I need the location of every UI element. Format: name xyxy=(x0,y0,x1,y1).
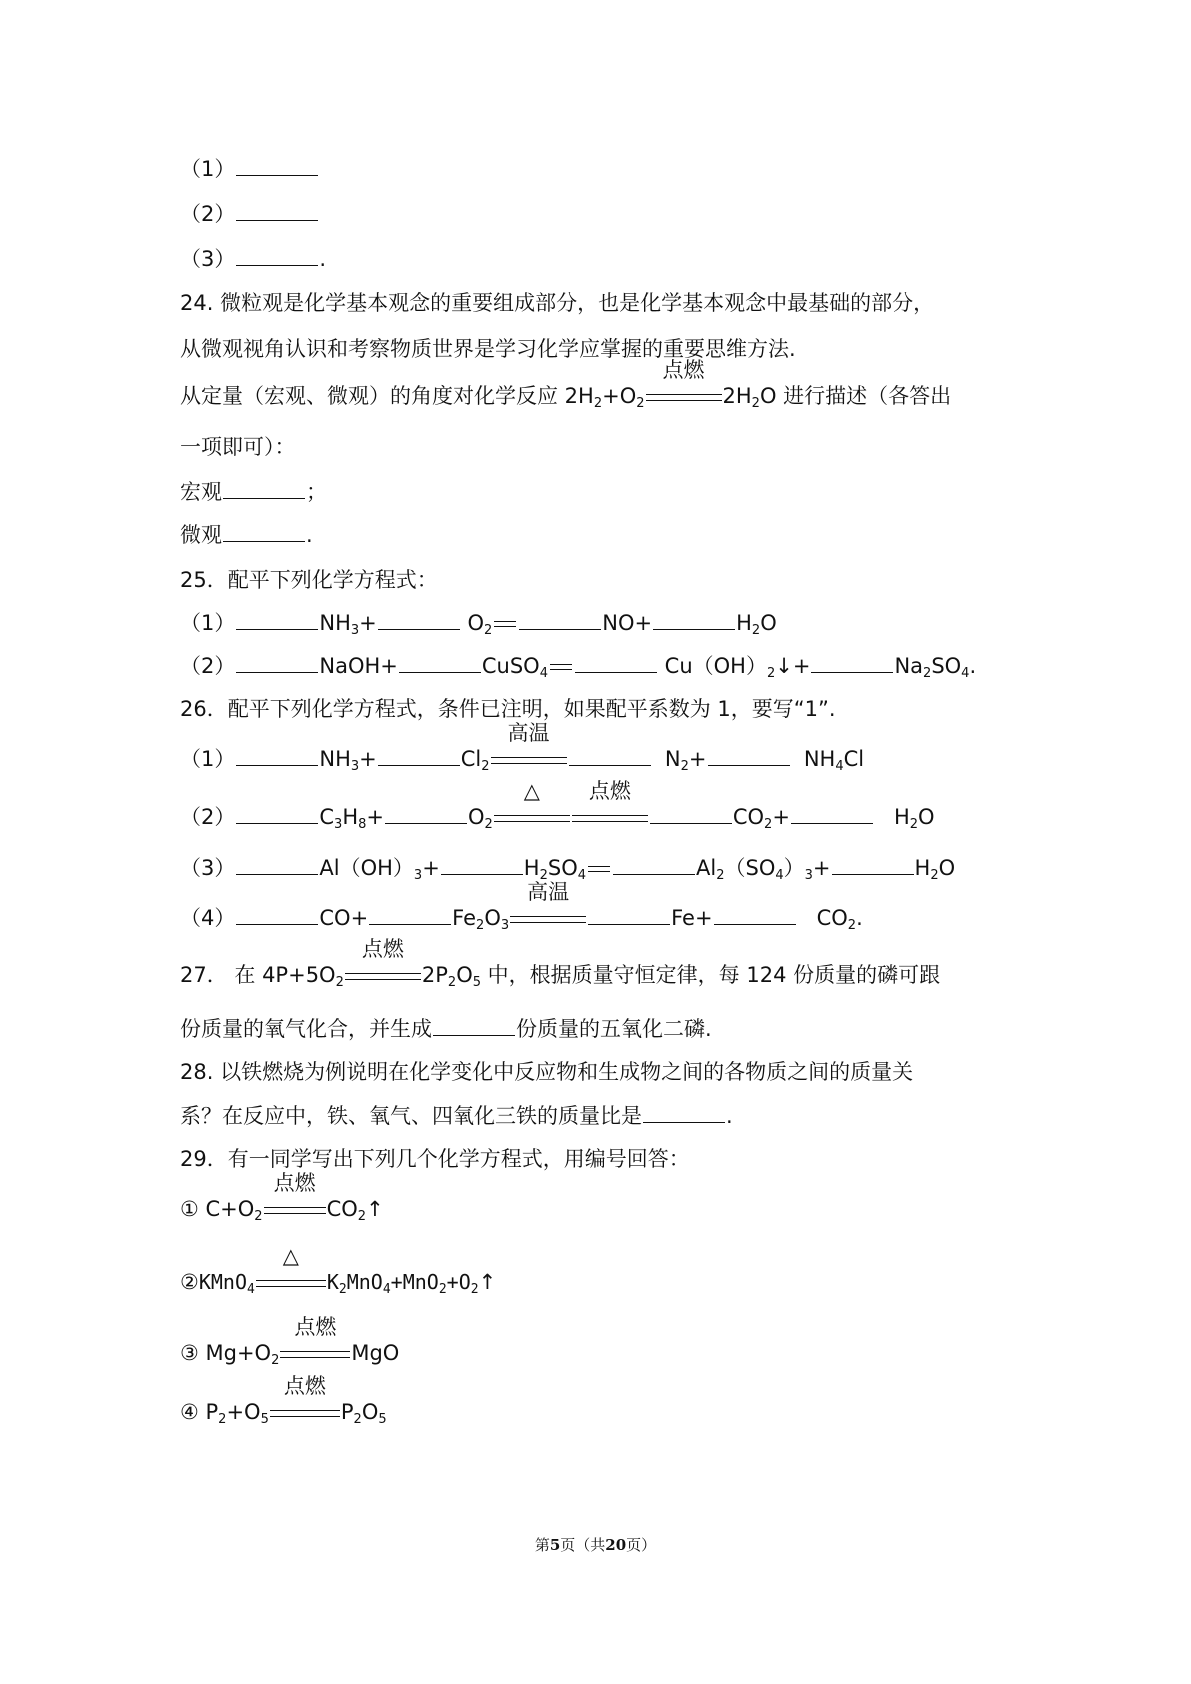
q26-eq-3: （3） $Al(OH)_3+ H_2SO_4$ $Al_2(SO_4)_3+ H_2O$ xyxy=(180,856,956,883)
answer-blank[interactable] xyxy=(613,854,695,875)
answer-blank[interactable] xyxy=(714,904,796,925)
answer-blank[interactable] xyxy=(236,155,318,176)
q23-answer-1: （1） xyxy=(180,154,319,184)
page-footer: 第5页（共20页） xyxy=(534,1536,657,1554)
answer-blank[interactable] xyxy=(236,904,318,925)
answer-blank[interactable] xyxy=(223,478,305,499)
condition-heat: △ xyxy=(494,802,570,832)
q26-eq-4: （4） $CO+ Fe_2O_3$ 高温 Fe+ $CO_2$. xyxy=(180,880,863,933)
condition-fire: 点燃 xyxy=(572,802,648,832)
answer-blank[interactable] xyxy=(236,854,318,875)
q25-eq-2: （2） NaOH+ CuSO$_4$ $Cu(OH)_2↓+ Na_2SO_4$. xyxy=(180,654,977,681)
answer-blank[interactable] xyxy=(575,652,657,673)
condition-fire: 点燃 xyxy=(264,1194,326,1224)
answer-blank[interactable] xyxy=(441,854,523,875)
answer-blank[interactable] xyxy=(708,745,790,766)
q24-line-1 xyxy=(180,288,934,318)
q26-eq-1: （1） $NH_3+ Cl_2$ 高温 $N_2+ NH_4Cl$ xyxy=(180,721,865,774)
q26-title: 26．配平下列化学方程式，条件已注明，如果配平系数为 1，要写“1”. xyxy=(180,697,836,721)
answer-blank[interactable] xyxy=(650,803,732,824)
answer-blank[interactable] xyxy=(791,803,873,824)
q25-title: 25．配平下列化学方程式： xyxy=(180,568,438,592)
answer-blank[interactable] xyxy=(369,904,451,925)
answer-blank[interactable] xyxy=(811,652,893,673)
q29-eq-2: ②KMnO$_4$ △ $K_2MnO_4+MnO_2+O_2↑$ xyxy=(180,1244,497,1297)
answer-blank[interactable] xyxy=(385,803,467,824)
answer-blank[interactable] xyxy=(223,521,305,542)
condition-fire: 点燃 xyxy=(345,960,421,990)
condition-high-temp: 高温 xyxy=(491,744,567,774)
answer-blank[interactable] xyxy=(433,1015,515,1036)
answer-blank[interactable] xyxy=(643,1102,725,1123)
q29-eq-3: ③ $Mg+O_2$ 点燃 MgO xyxy=(180,1315,400,1368)
q29-title: 29．有一同学写出下列几个化学方程式，用编号回答： xyxy=(180,1147,690,1171)
condition-heat: △ xyxy=(256,1267,326,1297)
page-number: 5 xyxy=(549,1536,561,1554)
condition-high-temp: 高温 xyxy=(510,903,586,933)
page-total: 20 xyxy=(605,1536,627,1554)
condition-fire: 点燃 xyxy=(270,1397,340,1427)
condition-fire: 点燃 xyxy=(280,1338,350,1368)
answer-blank[interactable] xyxy=(236,245,318,266)
q24-line-4: 一项即可）： xyxy=(180,435,296,459)
q27-line-2: 份质量的氧气化合，并生成 份质量的五氧化二磷. xyxy=(180,1017,712,1041)
answer-blank[interactable] xyxy=(378,745,460,766)
q24-micro: 微观 . xyxy=(180,523,313,547)
q26-eq-2: （2） $C_3H_8+ O_2$ △ 点燃 $CO_2+$ $H_2O$ xyxy=(180,779,935,832)
q24-text-1: 24. 微粒观是化学基本观念的重要组成部分，也是化学基本观念中最基础的部分， xyxy=(180,291,935,315)
q29-eq-4: ④ $P_2+O_5$ 点燃 $P_2O_5$ xyxy=(180,1374,387,1427)
condition-fire: 点燃 xyxy=(646,381,722,411)
q29-eq-1: ① $C+O_2$ 点燃 $CO_2↑$ xyxy=(180,1171,384,1224)
answer-blank[interactable] xyxy=(236,609,318,630)
answer-blank[interactable] xyxy=(832,854,914,875)
q24-macro: 宏观 ； xyxy=(180,480,327,504)
answer-blank[interactable] xyxy=(236,652,318,673)
answer-blank[interactable] xyxy=(378,609,460,630)
q27-line-1: 27． 在 $4P+5O_2$ 点燃 $2P_2O_5$ 中，根据质量守恒定律，每 124 份质量的磷可跟 xyxy=(180,937,941,990)
q25-eq-1: （1） $NH_3+ O_2$ $NO+ H_2O$ xyxy=(180,611,777,638)
answer-blank[interactable] xyxy=(236,745,318,766)
answer-blank[interactable] xyxy=(653,609,735,630)
answer-blank[interactable] xyxy=(399,652,481,673)
answer-blank[interactable] xyxy=(569,745,651,766)
answer-blank[interactable] xyxy=(236,200,318,221)
q23-answer-2: （2） xyxy=(180,199,319,229)
q28-line-1: 28. 以铁燃烧为例说明在化学变化中反应物和生成物之间的各物质之间的质量关 xyxy=(180,1060,914,1084)
q23-answer-3: （3） . xyxy=(180,247,327,271)
q24-line-3: 从定量（宏观、微观）的角度对化学反应 $2H_2+O_2$ 点燃 $2H_2O$ 进行描述（各答出 xyxy=(180,358,952,411)
answer-blank[interactable] xyxy=(519,609,601,630)
answer-blank[interactable] xyxy=(236,803,318,824)
answer-blank[interactable] xyxy=(588,904,670,925)
q28-line-2: 系？在反应中，铁、氧气、四氧化三铁的质量比是 . xyxy=(180,1104,733,1128)
q24-text-2: 从微观视角认识和考察物质世界是学习化学应掌握的重要思维方法. xyxy=(180,337,796,361)
